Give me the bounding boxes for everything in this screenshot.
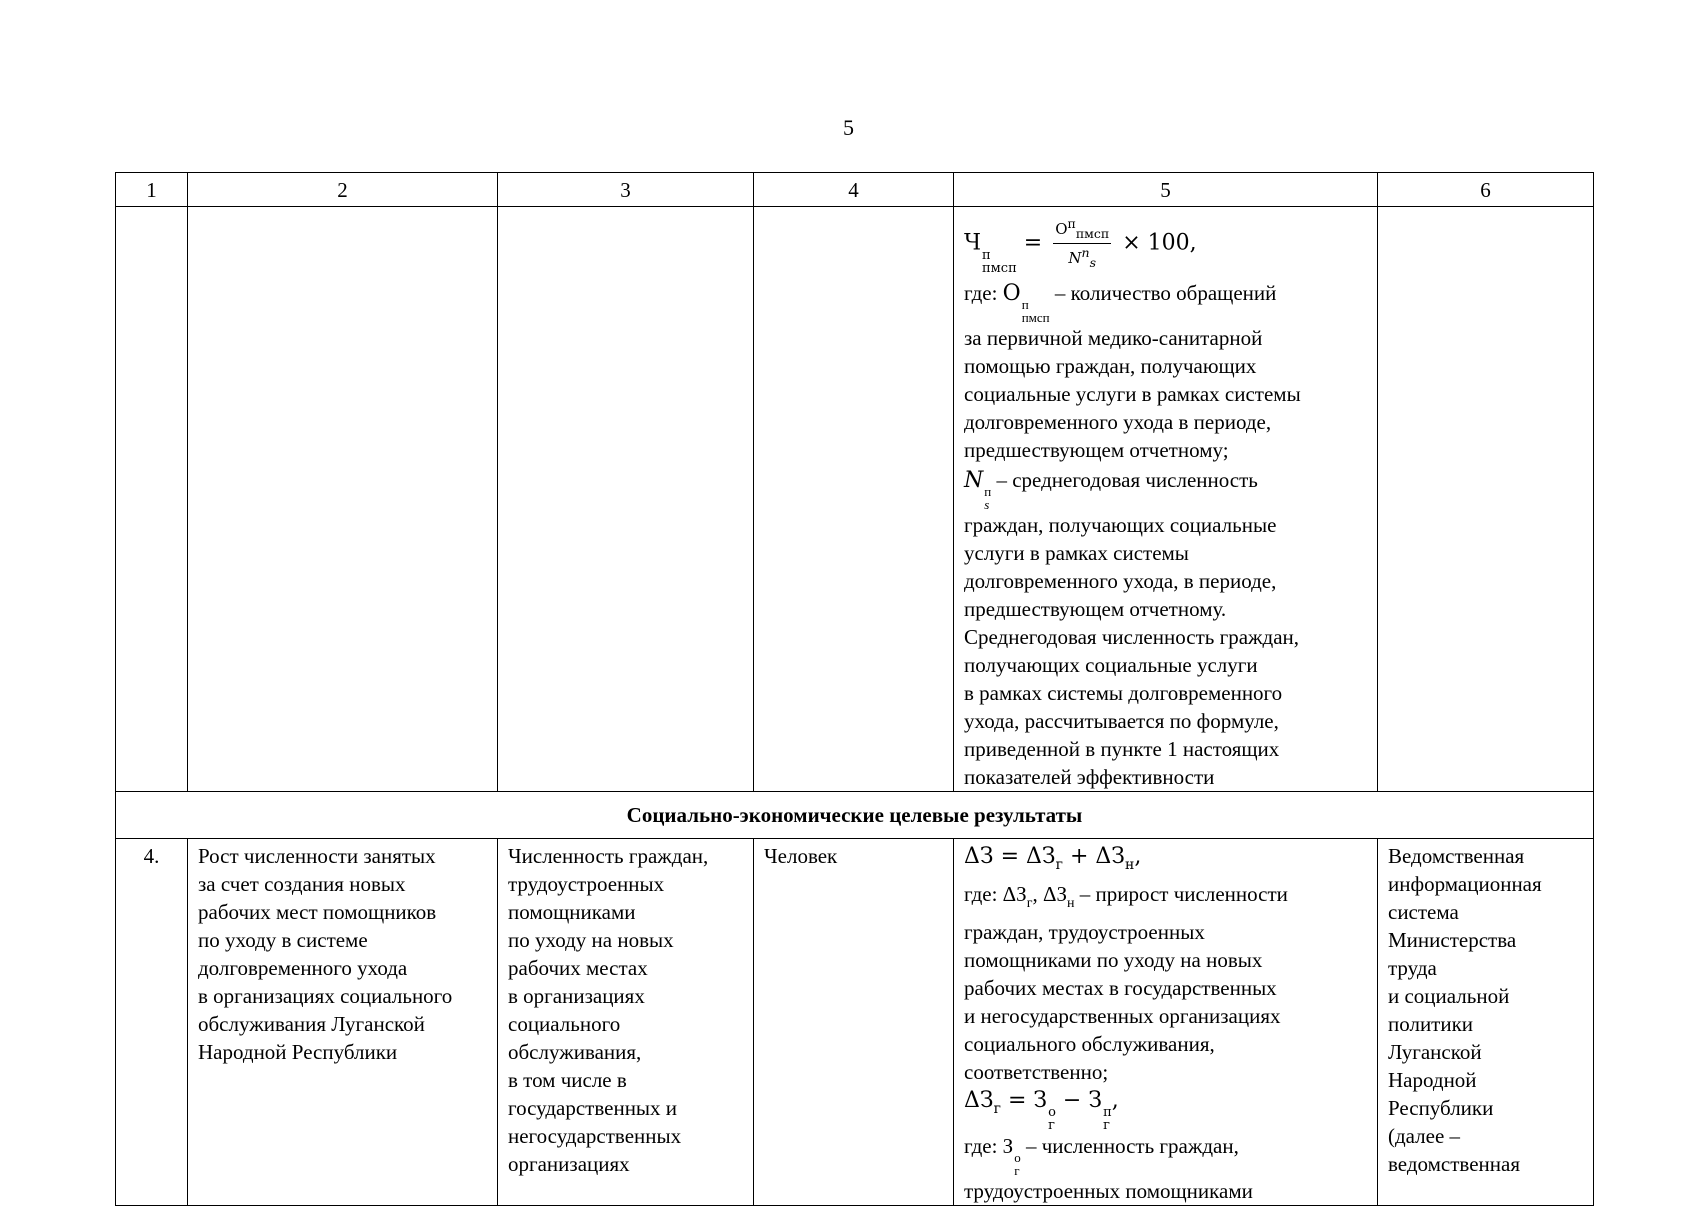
row3-col-2 bbox=[188, 207, 498, 792]
table-header-row bbox=[116, 173, 1594, 207]
indicators-table bbox=[115, 172, 1594, 1206]
row4-data-source: Ведомственная информационная система Министерства труда и социальной политики Луганской Народной Республики (далее – ведомственная bbox=[1378, 838, 1594, 1205]
row3-col-5 bbox=[954, 207, 1378, 792]
header-col-4: 4 bbox=[754, 173, 954, 207]
header-col-2: 2 bbox=[188, 173, 498, 207]
page-number: 5 bbox=[843, 115, 854, 140]
formula-delta-zg: $\Delta З_г = З$ о г − З п г , bbox=[964, 1087, 1119, 1133]
header-col-6: 6 bbox=[1378, 173, 1594, 207]
row4-indicator-name: Рост численности занятых за счет создания новых рабочих мест помощников по уходу в системе долговременного ухода в организациях социального обслуживания Луганской Народной Республики bbox=[188, 838, 498, 1205]
row4-unit: Человек bbox=[754, 838, 954, 1205]
formula-fraction: $\frac{О^п_{пмсп}}{N^п_s}$ bbox=[1055, 216, 1110, 270]
where-delta-text: граждан, трудоустроенных помощниками по уходу на новых рабочих местах в государственных и негосударственных организациях социального обслуживания, соответственно; bbox=[964, 919, 1281, 1084]
section-header-row bbox=[116, 791, 1594, 838]
def-n-text: граждан, получающих социальные услуги в рамках системы долговременного ухода, в периоде, предшествующем отчетному. Среднегодовая численность граждан, получающих социальные услуги в рамках системы долговременного ухода, рассчитывается по формуле, приведенной в пункте 1 настоящих показателей эффективности bbox=[964, 512, 1300, 789]
row3-col-1 bbox=[116, 207, 188, 792]
where-delta-line: где: $\Delta З_г$, $\Delta З_н$ – прирост численности bbox=[964, 881, 1288, 911]
row4-number: 4. bbox=[116, 838, 188, 1205]
table-row-continuation bbox=[116, 207, 1594, 792]
row3-col-3 bbox=[498, 207, 754, 792]
row4-indicator-description: Численность граждан, трудоустроенных помощниками по уходу на новых рабочих местах в организациях социального обслуживания, в том числе в государственных и негосударственных организациях bbox=[498, 838, 754, 1205]
def-o-text: за первичной медико-санитарной помощью граждан, получающих социальные услуги в рамках системы долговременного ухода в периоде, предшествующем отчетному; bbox=[964, 325, 1301, 462]
table-row-4 bbox=[116, 838, 1594, 1205]
def-o-line: где: О п пмсп – количество обращений bbox=[964, 280, 1277, 325]
formula-chmsp: Ч п пмсп = $\frac{О^п_{пмсп}}{N^п_s}$ × 100, bbox=[964, 216, 1197, 276]
header-col-5: 5 bbox=[954, 173, 1378, 207]
row4-calculation bbox=[954, 838, 1378, 1205]
where-zg-text: трудоустроенных помощниками bbox=[964, 1178, 1253, 1203]
header-col-3: 3 bbox=[498, 173, 754, 207]
def-n-line: N п s – среднегодовая численность bbox=[964, 467, 1258, 512]
formula-delta-z: $\Delta З = \Delta З_г + \Delta З_н$, bbox=[964, 843, 1142, 873]
header-col-1: 1 bbox=[116, 173, 188, 207]
row3-col-6 bbox=[1378, 207, 1594, 792]
where-zg-line: где: З о г – численность граждан, bbox=[964, 1133, 1239, 1178]
section-title: Социально-экономические целевые результаты bbox=[116, 791, 1594, 838]
row3-col-4 bbox=[754, 207, 954, 792]
